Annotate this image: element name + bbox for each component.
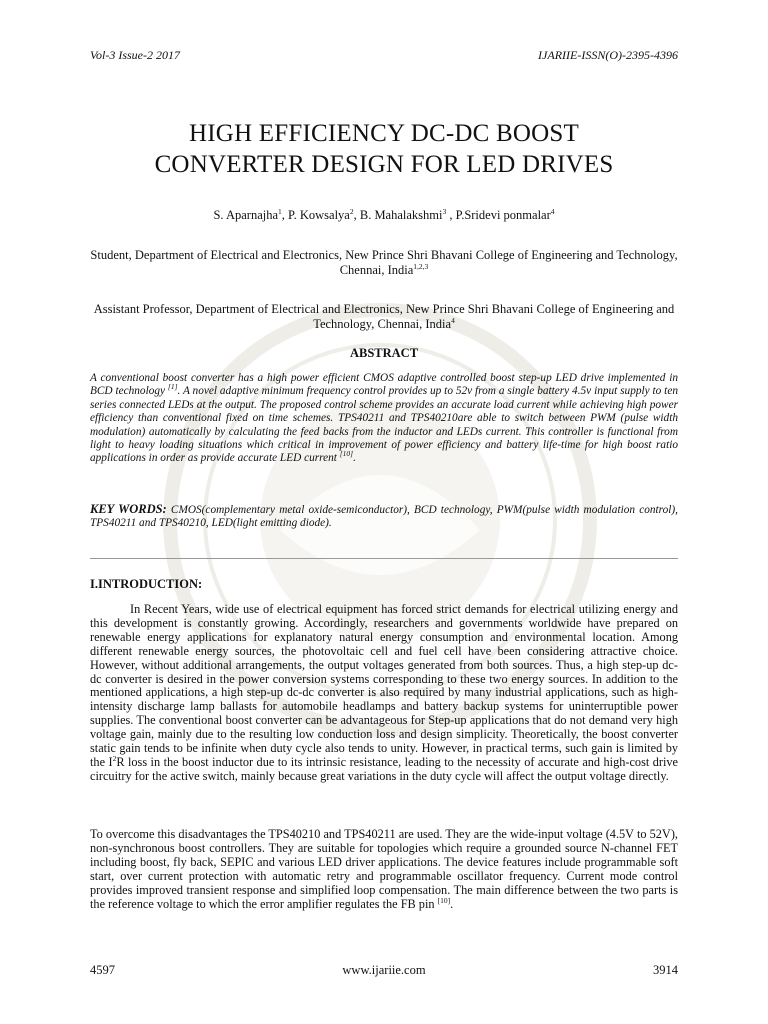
affiliation-text: Student, Department of Electrical and Electronics, New Prince Shri Bhavani College of Engineering and Technology, Chennai, India xyxy=(90,248,678,277)
paragraph-text: R loss in the boost inductor due to its intrinsic resistance, leading to the necessity of accurate and high-cost drive circuitry for the active switch, mainly because great variations in the duty cycle will affect the output voltage directly. xyxy=(90,754,678,783)
footer-paper-id: 3914 xyxy=(653,963,678,977)
abstract-body xyxy=(90,372,678,466)
author-list xyxy=(60,208,708,223)
footer-page-number: 4597 xyxy=(90,963,115,977)
title-line-1: HIGH EFFICIENCY DC-DC BOOST xyxy=(189,120,579,147)
paper-title xyxy=(60,118,708,180)
affiliation-text: Assistant Professor, Department of Electrical and Electronics, New Prince Shri Bhavani College of Engineering and Technology, Chennai, India xyxy=(93,302,675,331)
author-affil-mark: 1 xyxy=(278,206,282,216)
author-name: P.Sridevi ponmalar xyxy=(455,208,551,222)
author-name: P. Kowsalya xyxy=(288,208,350,222)
keywords-label: KEY WORDS: xyxy=(90,502,167,516)
affiliation-professor xyxy=(80,302,688,332)
introduction-paragraph-2 xyxy=(90,828,678,911)
section-divider xyxy=(90,558,678,559)
abstract-text: A conventional boost converter has a high power efficient CMOS adaptive controlled boost step-up LED drive implemented in BCD technology xyxy=(90,372,678,398)
title-line-2: CONVERTER DESIGN FOR LED DRIVES xyxy=(154,151,614,178)
author-separator: , xyxy=(281,208,289,222)
affiliation-mark: 1,2,3 xyxy=(413,261,429,271)
introduction-heading: I.INTRODUCTION: xyxy=(90,577,203,591)
affiliation-mark: 4 xyxy=(451,315,455,325)
header-issn: IJARIIE-ISSN(O)-2395-4396 xyxy=(538,48,678,62)
author-separator: , xyxy=(446,208,456,222)
citation-ref: [10] xyxy=(437,895,451,905)
footer-website: www.ijariie.com xyxy=(342,963,426,977)
abstract-heading: ABSTRACT xyxy=(349,346,419,360)
author-name: S. Aparnajha xyxy=(213,208,279,222)
keywords xyxy=(90,503,678,531)
paragraph-text: In Recent Years, wide use of electrical equipment has forced strict demands for electrical utilizing energy and this development is constantly growing. Accordingly, researchers and governments worldwide have prepared on renewable energy applications for explanatory natural energy consumption and environmental location. Among different renewable energy sources, the photovoltaic cell and fuel cell have been considering attractive choice. However, without additional arrangements, the output voltages generated from both sources. Thus, a high step-up dc-dc converter is desired in the power conversion systems corresponding to these two energy sources. In addition to the mentioned applications, a high step-up dc-dc converter is also required by many industrial applications, such as high-intensity discharge lamp ballasts for automobile headlamps and battery backup systems for uninterruptible power supplies. The conventional boost converter can be advantageous for Step-up applications that do not demand very high voltage gain, mainly due to the resulting low conduction loss and design simplicity. Theoretically, the boost converter static gain tends to be infinite when duty cycle also tends to unity. However, in practical terms, such gain is limited by the I xyxy=(90,602,678,769)
abstract-text: . xyxy=(353,452,356,465)
paragraph-text: . xyxy=(450,896,454,911)
author-separator: , xyxy=(353,208,360,222)
superscript: 2 xyxy=(112,753,117,763)
author-affil-mark: 2 xyxy=(349,206,354,216)
introduction-paragraph-1 xyxy=(90,603,678,784)
author-name: B. Mahalakshmi xyxy=(359,208,443,222)
author-affil-mark: 3 xyxy=(442,206,447,216)
keywords-text: CMOS(complementary metal oxide-semiconductor), BCD technology, PWM(pulse width modulation control), TPS40211 and TPS40210, LED(light emitting diode). xyxy=(90,504,678,530)
citation-ref: [10] xyxy=(339,449,354,459)
paragraph-text: To overcome this disadvantages the TPS40210 and TPS40211 are used. They are the wide-input voltage (4.5V to 52V), non-synchronous boost controllers. They are suitable for topologies which require a grounded source N-channel FET including boost, fly back, SEPIC and various LED driver applications. The device features include programmable soft start, over current protection with automatic retry and programmable oscillator frequency. Current mode control provides improved transient response and simplified loop compensation. The main difference between the two parts is the reference voltage to which the error amplifier regulates the FB pin xyxy=(90,827,678,911)
citation-ref: [1] xyxy=(167,382,178,392)
abstract-text: . A novel adaptive minimum frequency control provides up to 52v from a single battery 4.5v input supply to ten series connected LEDs at the output. The proposed control scheme provides an accurate load current while achieving high power efficiency than conventional fixed on time schemes. TPS40211 and TPS40210are able to switch between PWM (pulse width modulation) automatically by calculating the feed backs from the inductor and LEDs current. This controller is functional from light to heavy loading situations which critical in improvement of power efficiency and battery life-time for high boost ratio applications in order as provide accurate LED current xyxy=(90,385,678,465)
header-volume-issue: Vol-3 Issue-2 2017 xyxy=(90,48,180,62)
affiliation-student xyxy=(80,248,688,278)
author-affil-mark: 4 xyxy=(550,206,555,216)
